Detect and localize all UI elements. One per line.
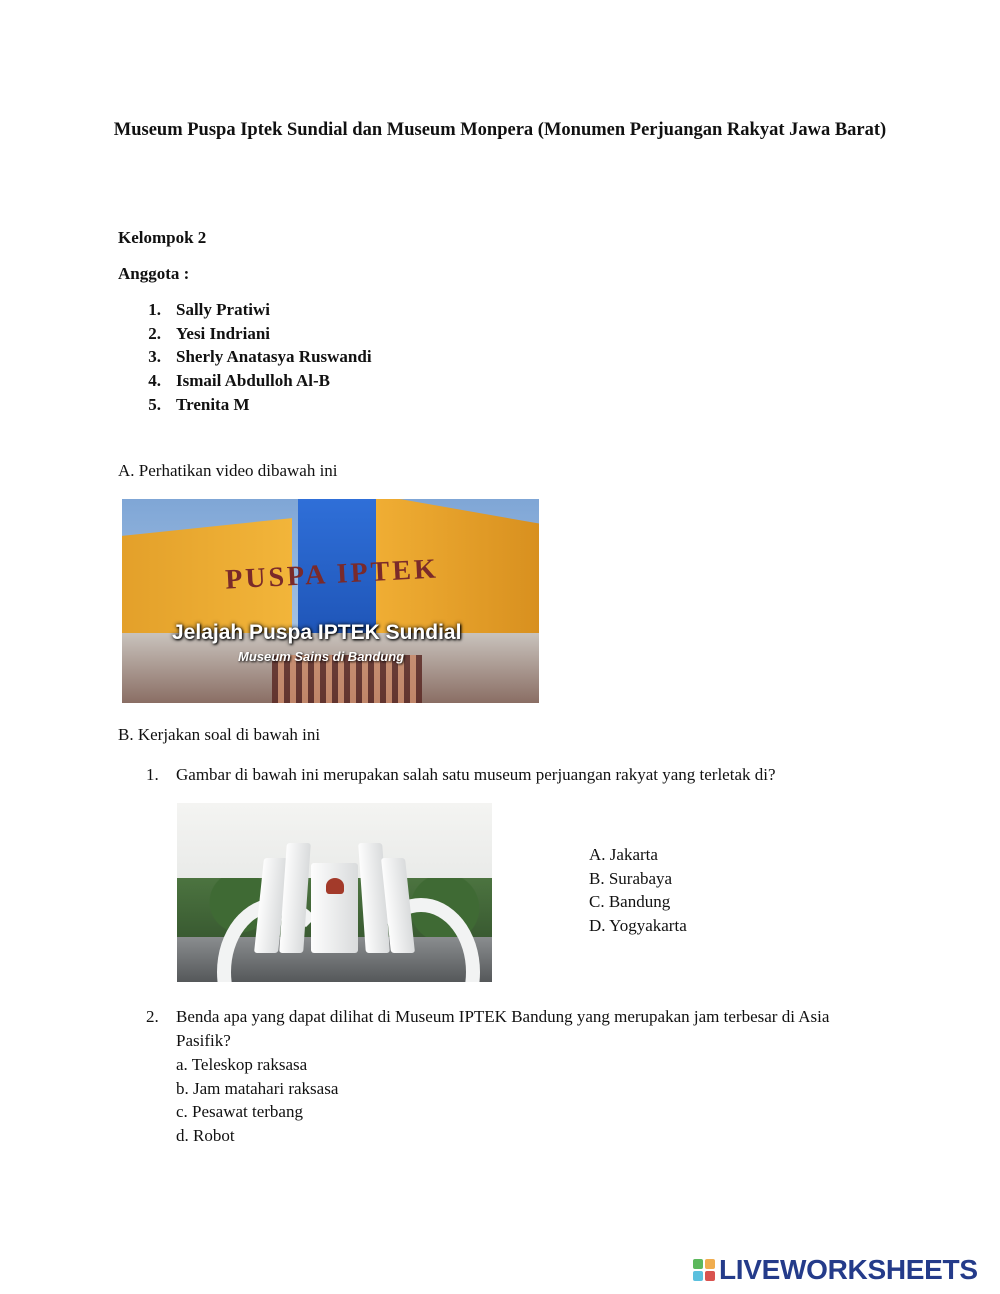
video-thumbnail[interactable] — [122, 499, 539, 703]
members-list — [132, 300, 372, 418]
answer-options — [176, 1053, 338, 1148]
members-label: Anggota : — [118, 264, 190, 283]
page-title: Museum Puspa Iptek Sundial dan Museum Monpera (Monumen Perjuangan Rakyat Jawa Barat) — [113, 120, 887, 140]
list-item — [132, 324, 372, 348]
liveworksheets-logo — [693, 1255, 978, 1285]
option-b[interactable]: B. Surabaya — [589, 868, 673, 888]
list-item — [132, 300, 372, 324]
group-label: Kelompok 2 — [118, 228, 207, 247]
list-item — [132, 347, 372, 371]
option-b[interactable]: b. Jam matahari raksasa — [176, 1078, 339, 1098]
list-item — [132, 371, 372, 395]
answer-options — [589, 843, 687, 938]
member-name: Ismail Abdulloh Al-B — [176, 371, 331, 391]
monument-center — [311, 863, 358, 953]
option-a[interactable]: a. Teleskop raksasa — [176, 1055, 308, 1074]
member-number: 3. — [148, 347, 161, 367]
member-name: Trenita M — [176, 394, 250, 414]
question-number: 1. — [146, 765, 159, 784]
section-b-heading: B. Kerjakan soal di bawah ini — [118, 725, 321, 744]
member-name: Sherly Anatasya Ruswandi — [176, 347, 372, 367]
section-a-heading: A. Perhatikan video dibawah ini — [118, 461, 338, 480]
video-title: Jelajah Puspa IPTEK Sundial — [172, 621, 462, 644]
question-text: Benda apa yang dapat dilihat di Museum IPTEK Bandung yang merupakan jam terbesar di Asia Pasifik? — [176, 1007, 830, 1050]
logo-square — [693, 1259, 703, 1269]
garuda-emblem — [326, 878, 344, 894]
member-number: 2. — [148, 323, 161, 343]
logo-mark-icon — [693, 1259, 715, 1281]
logo-text: LIVEWORKSHEETS — [719, 1254, 978, 1285]
logo-square — [693, 1271, 703, 1281]
video-subtitle: Museum Sains di Bandung — [238, 649, 405, 664]
option-d[interactable]: D. Yogyakarta — [589, 916, 687, 936]
arch-sign: PUSPA IPTEK — [224, 553, 440, 596]
option-c[interactable]: C. Bandung — [589, 892, 671, 912]
member-number: 1. — [148, 300, 161, 319]
member-number: 4. — [148, 371, 161, 391]
question-number: 2. — [146, 1007, 159, 1026]
member-name: Yesi Indriani — [176, 323, 270, 343]
member-number: 5. — [148, 394, 161, 414]
option-a[interactable]: A. Jakarta — [589, 845, 658, 864]
option-d[interactable]: d. Robot — [176, 1126, 235, 1146]
logo-square — [705, 1271, 715, 1281]
monument-image — [177, 803, 492, 982]
member-name: Sally Pratiwi — [176, 300, 270, 319]
option-c[interactable]: c. Pesawat terbang — [176, 1102, 303, 1122]
question-text: Gambar di bawah ini merupakan salah satu museum perjuangan rakyat yang terletak di? — [176, 765, 776, 784]
list-item — [132, 395, 372, 419]
logo-square — [705, 1259, 715, 1269]
